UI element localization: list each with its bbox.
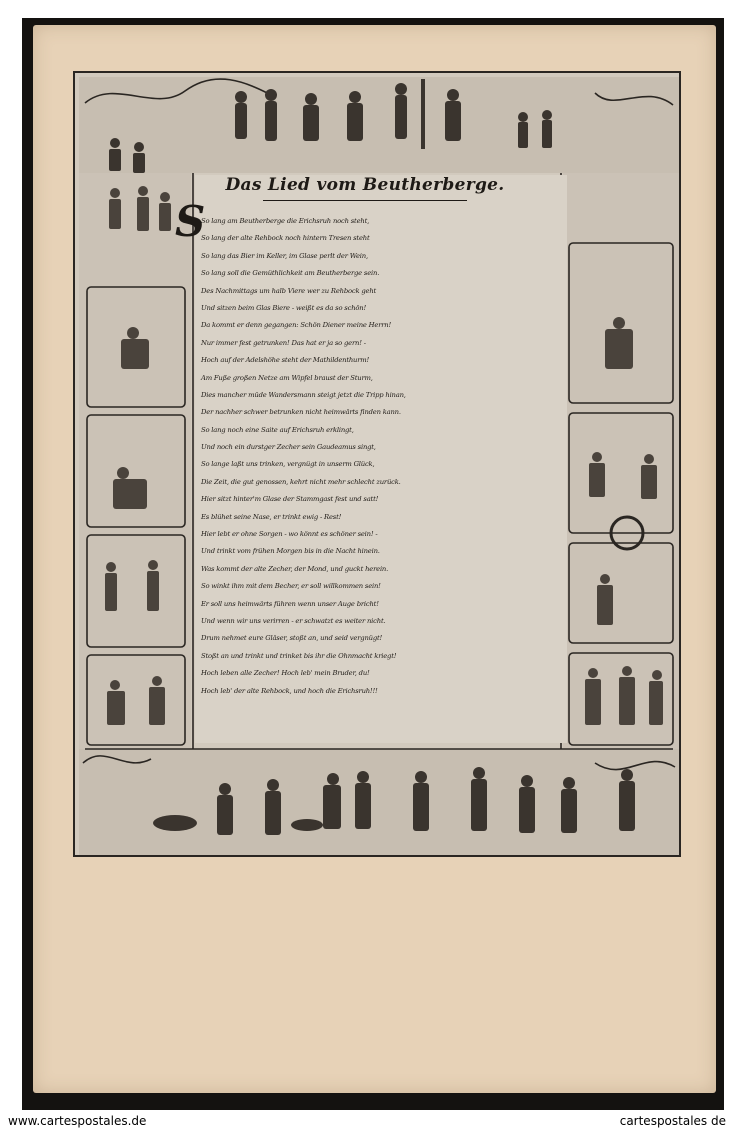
poem-line: So lang noch eine Saite auf Erichsruh erklingt, [201, 425, 354, 434]
poem-line: Drum nehmet eure Gläser, stoßt an, und seid vergnügt! [201, 634, 383, 643]
title-underline [263, 200, 467, 201]
poem-line: Hoch leb' der alte Rehbock, und hoch die Erichsruh!!! [201, 686, 378, 695]
bottom-frieze [79, 749, 679, 855]
watermark-url-left: www.cartespostales.de [8, 1114, 147, 1128]
illustrated-poem-panel [73, 71, 681, 857]
poem-line: Stoßt an und trinkt und trinket bis ihr die Ohnmacht kriegt! [201, 651, 397, 660]
poem-line: Hier sitzt hinter'm Glase der Stammgast fest und satt! [201, 495, 379, 504]
poem-line: So lange laßt uns trinken, vergnügt in unserm Glück, [201, 460, 375, 469]
poem-line: So lang soll die Gemüthlichkeit am Beutherberge sein. [201, 269, 380, 278]
watermark-text-right: cartespostales de [619, 1114, 726, 1128]
poem-line: Und sitzen beim Glas Biere - weißt es da so schön! [201, 303, 366, 312]
poem-line: Hier lebt er ohne Sorgen - wo könnt es schöner sein! - [201, 530, 378, 539]
poem-line: Hoch auf der Adelshöhe steht der Mathildenthurm! [201, 356, 370, 365]
poem-line: Der nachher schwer betrunken nicht heimwärts finden kann. [201, 408, 401, 417]
right-vignette-column [563, 173, 679, 749]
poem-line: Nur immer fest getrunken! Das hat er ja so gern! - [201, 338, 366, 347]
poem-line: Und wenn wir uns verirren - er schwatzt es weiter nicht. [201, 616, 386, 625]
poem-line: Er soll uns heimwärts führen wenn unser Auge bricht! [201, 599, 379, 608]
poem-line: Am Fuße großen Netze am Wipfel braust der Sturm, [201, 373, 373, 382]
poem-line: So winkt ihm mit dem Becher, er soll willkommen sein! [201, 582, 381, 591]
poem-line: Und noch ein durstger Zecher sein Gaudeamus singt, [201, 443, 376, 452]
poem-line: So lang der alte Rehbock noch hintern Tresen steht [201, 234, 370, 243]
top-frieze [79, 77, 679, 173]
left-vignette-column [79, 173, 191, 749]
poem-line: Da kommt er denn gegangen: Schön Diener meine Herrn! [201, 321, 392, 330]
poem-line: So lang das Bier im Keller, im Glase perlt der Wein, [201, 251, 368, 260]
poem-line: Was kommt der alte Zecher, der Mond, und guckt herein. [201, 564, 389, 573]
poem-lines [201, 213, 571, 700]
poem-title: Das Lied vom Beutherberge. [225, 175, 505, 195]
poem-line: Die Zeit, die gut genossen, kehrt nicht mehr schlecht zurück. [201, 477, 401, 486]
poem-line: So lang am Beutherberge die Erichsruh noch steht, [201, 217, 370, 225]
poem-line: Dies mancher müde Wandersmann steigt jetzt die Tripp hinan, [201, 390, 406, 399]
drop-cap-initial: S [175, 197, 206, 246]
poem-line: Des Nachmittags um halb Viere wer zu Rehbock geht [201, 286, 377, 295]
poem-line: Und trinkt vom frühen Morgen bis in die Nacht hinein. [201, 547, 380, 556]
poem-line: Hoch leben alle Zecher! Hoch leb' mein Bruder, du! [201, 669, 370, 678]
poem-line: Es blühet seine Nase, er trinkt ewig - Rest! [201, 512, 342, 521]
